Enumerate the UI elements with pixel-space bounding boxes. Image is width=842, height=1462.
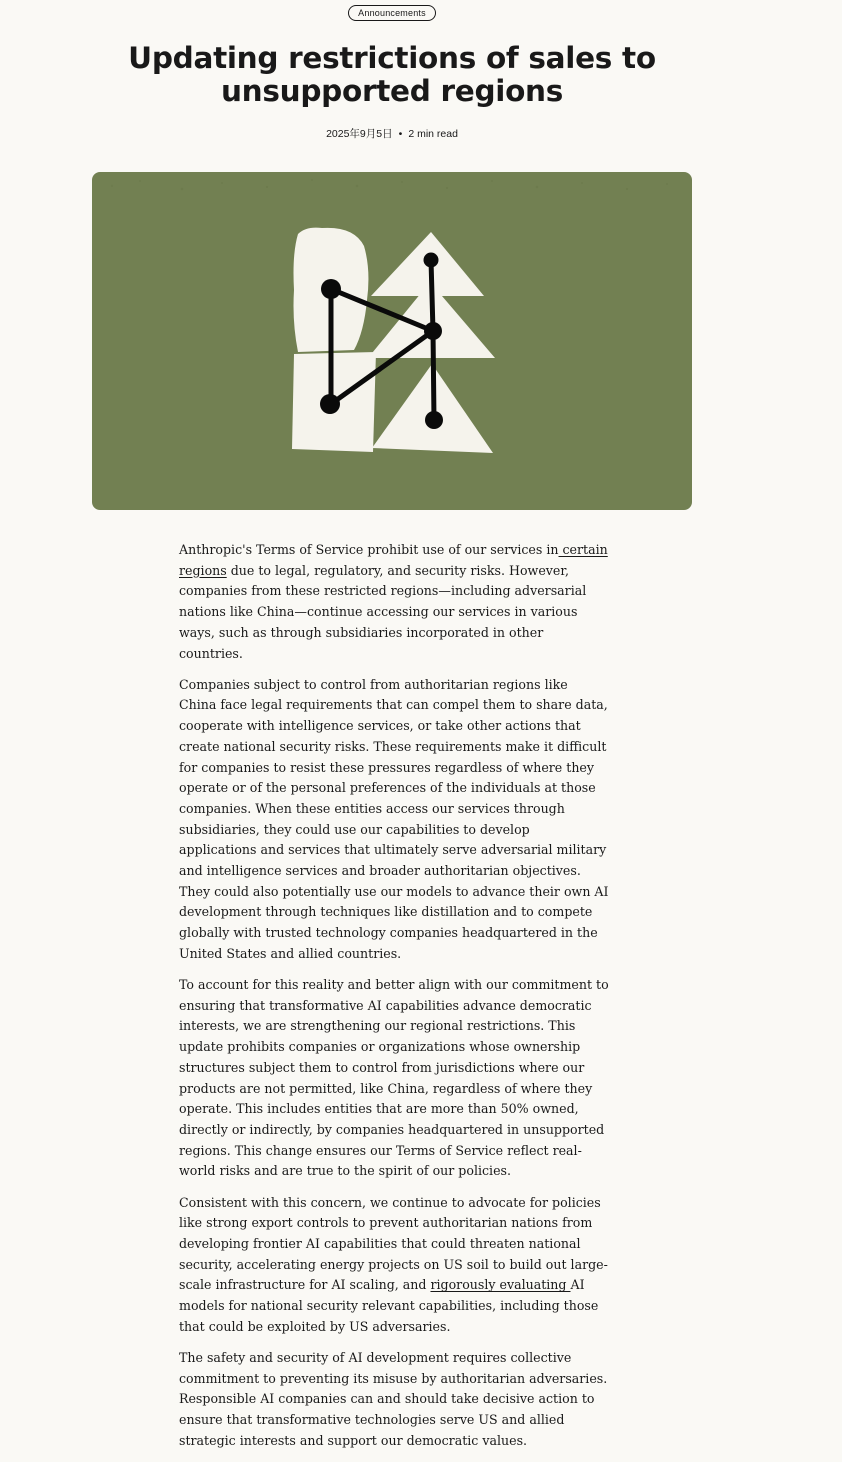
article-body [179,540,609,1462]
read-time: 2 min read [408,128,458,140]
paragraph-1: Anthropic's Terms of Service prohibit use of our services in certain regions due to legal, regulatory, and security risks. However, companies from these restricted regions—including adversarial nations like China—continue accessing our services in various ways, such as through subsidiaries incorporated in other countries. [179,542,608,661]
certain-regions-link[interactable]: certain regions [179,542,608,578]
paragraph-4: Consistent with this concern, we continue to advocate for policies like strong export controls to prevent authoritarian nations from developing frontier AI capabilities that could threaten national security, accelerating energy projects on US soil to build out large-scale infrastructure for AI scaling, and rigorously evaluating AI models for national security relevant capabilities, including those that could be exploited by US adversaries. [179,1194,608,1334]
meta-separator: • [398,128,403,140]
page-title: Updating restrictions of sales to unsupported regions [128,41,656,108]
hero-illustration [92,172,692,510]
paragraph-5: The safety and security of AI development requires collective commitment to preventing its misuse by authoritarian adversaries. Responsible AI companies can and should take decisive action to ensure that transformative technologies serve US and allied strategic interests and support our democratic values. [179,1350,608,1448]
article-meta [242,127,542,141]
network-triangle-illustration-icon [92,172,692,510]
publish-date: 2025年9月5日 [326,128,393,140]
rigorously-evaluating-link[interactable]: rigorously evaluating [430,1277,571,1293]
paragraph-3: To account for this reality and better align with our commitment to ensuring that transformative AI capabilities advance democratic interests, we are strengthening our regional restrictions. This update prohibits companies or organizations whose ownership structures subject them to control from jurisdictions where our products are not permitted, like China, regardless of where they operate. This includes entities that are more than 50% owned, directly or indirectly, by companies headquartered in unsupported regions. This change ensures our Terms of Service reflect real-world risks and are true to the spirit of our policies. [179,977,609,1179]
paper-shapes [292,228,495,453]
category-tag-announcements[interactable]: Announcements [348,5,436,21]
paragraph-2: Companies subject to control from authoritarian regions like China face legal requirements that can compel them to share data, cooperate with intelligence services, or take other actions that create national security risks. These requirements make it difficult for companies to resist these pressures regardless of where they operate or of the personal preferences of the individuals at those companies. When these entities access our services through subsidiaries, they could use our capabilities to develop applications and services that ultimately serve adversarial military and intelligence services and broader authoritarian objectives. They could also potentially use our models to advance their own AI development through techniques like distillation and to compete globally with trusted technology companies headquartered in the United States and allied countries. [179,676,609,961]
